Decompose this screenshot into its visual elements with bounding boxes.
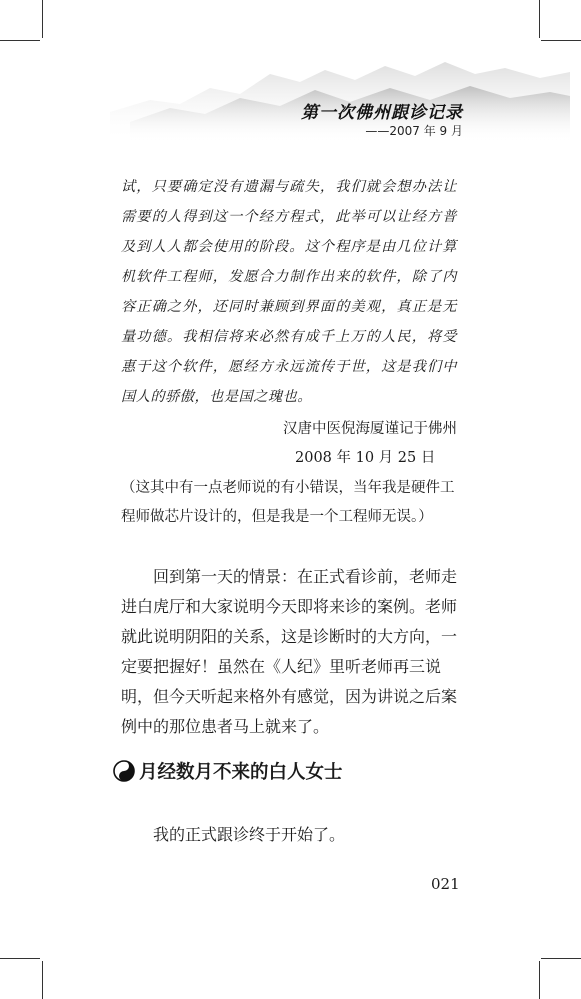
page-number: 021 bbox=[431, 875, 460, 893]
crop-mark-bottom-left-v bbox=[42, 961, 43, 999]
signature-date: 2008 年 10 月 25 日 bbox=[295, 450, 436, 466]
author-note: （这其中有一点老师说的有小错误，当年我是硬件工程师做芯片设计的，但是我是一个工程师无误。） bbox=[121, 480, 455, 525]
mountain-landscape-illustration bbox=[110, 52, 570, 142]
running-header-date: ——2007 年 9 月 bbox=[365, 124, 463, 138]
crop-mark-top-right-h bbox=[541, 40, 581, 41]
section-heading-text: 月经数月不来的白人女士 bbox=[139, 762, 343, 783]
yin-yang-icon bbox=[113, 760, 135, 782]
crop-mark-top-left-h bbox=[0, 40, 40, 41]
section-heading bbox=[113, 758, 343, 784]
crop-mark-bottom-right-v bbox=[539, 961, 540, 999]
crop-mark-bottom-left-h bbox=[0, 958, 40, 959]
crop-mark-top-left-v bbox=[42, 0, 43, 38]
running-header-title: 第一次佛州跟诊记录 bbox=[301, 103, 463, 123]
crop-mark-bottom-right-h bbox=[541, 958, 581, 959]
signature-line: 汉唐中医倪海厦谨记于佛州 bbox=[283, 421, 457, 437]
body-paragraph-1: 试，只要确定没有遗漏与疏失，我们就会想办法让需要的人得到这一个经方程式，此举可以让经方普及到人人都会使用的阶段。这个程序是由几位计算机软件工程师，发愿合力制作出来的软件，除了内容正确之外，还同时兼顾到界面的美观，真正是无量功德。我相信将来必然有成千上万的人民，将受惠于这个软件，愿经方永远流传于世，这是我们中国人的骄傲，也是国之瑰也。 bbox=[121, 179, 457, 405]
body-paragraph-2: 回到第一天的情景：在正式看诊前，老师走进白虎厅和大家说明今天即将来诊的案例。老师就此说明阴阳的关系，这是诊断时的大方向，一定要把握好！虽然在《人纪》里听老师再三说明，但今天听起来格外有感觉，因为讲说之后案例中的那位患者马上就来了。 bbox=[121, 567, 458, 736]
crop-mark-top-right-v bbox=[539, 0, 540, 38]
body-paragraph-3: 我的正式跟诊终于开始了。 bbox=[153, 825, 346, 844]
